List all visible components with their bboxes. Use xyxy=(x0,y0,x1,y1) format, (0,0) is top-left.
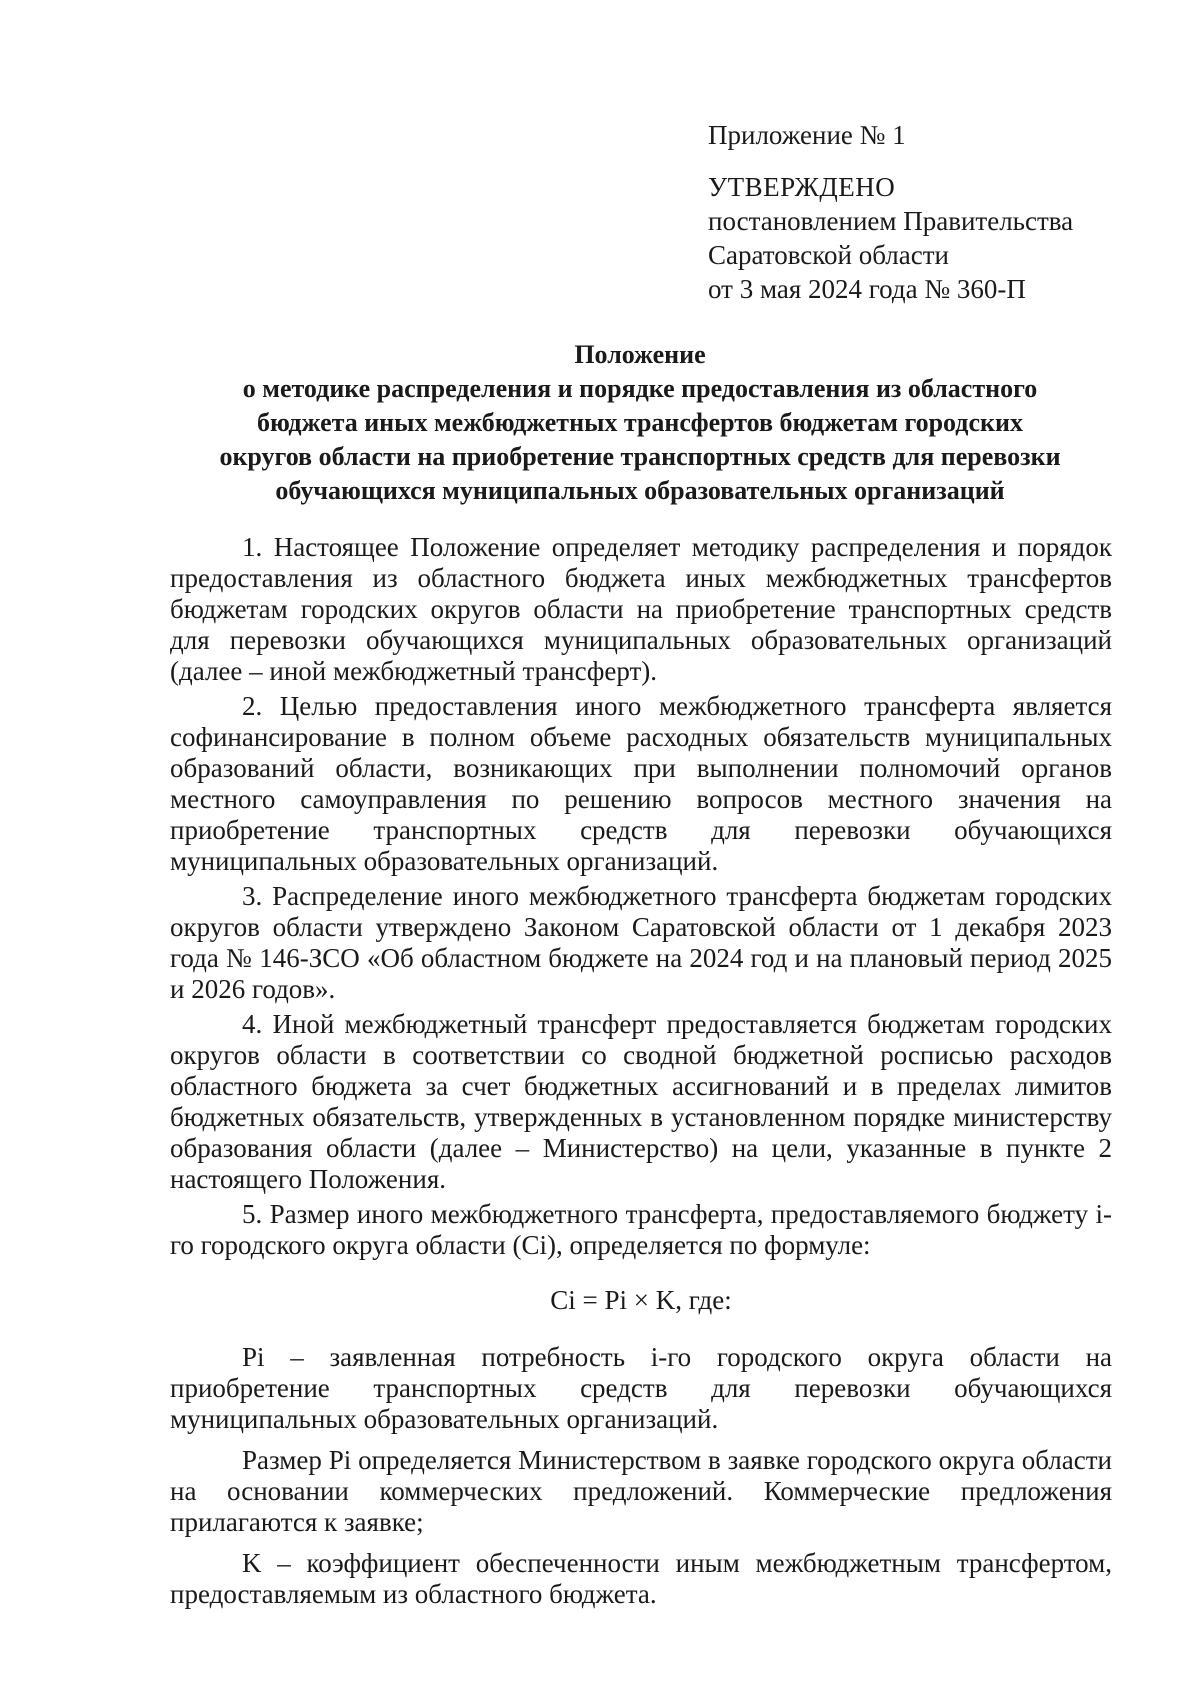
approved-date-line: от 3 мая 2024 года № 360-П xyxy=(708,274,1026,304)
formula: Ci = Pi × K, где: xyxy=(550,1285,732,1315)
paragraph-5: 5. Размер иного межбюджетного трансферта, предоставляемого бюджету i-го городского округа области (Ci), определяется по формуле: xyxy=(170,1199,1112,1260)
document-title xyxy=(160,338,1120,508)
approved-label: УТВЕРЖДЕНО xyxy=(708,172,896,202)
approved-region-line: Саратовской области xyxy=(708,240,949,270)
annex-number: Приложение № 1 xyxy=(708,120,906,150)
title-line-2: о методике распределения и порядке предоставления из областного xyxy=(242,374,1038,403)
title-line-5: обучающихся муниципальных образовательных организаций xyxy=(275,476,1005,505)
paragraph-2: 2. Целью предоставления иного межбюджетного трансферта является софинансирование в полном объеме расходных обязательств муниципальных образований области, возникающих при выполнении полномочий органов местного самоуправления по решению вопросов местного значения на приобретение транспортных средств для перевозки обучающихся муниципальных образовательных организаций. xyxy=(170,691,1112,876)
title-line-4: округов области на приобретение транспортных средств для перевозки xyxy=(219,442,1061,471)
approval-stamp-block xyxy=(708,118,1128,306)
paragraph-4: 4. Иной межбюджетный трансферт предоставляется бюджетам городских округов области в соответствии со сводной бюджетной росписью расходов областного бюджета за счет бюджетных ассигнований и в пределах лимитов бюджетных обязательств, утвержденных в установленном порядке министерству образования области (далее – Министерство) на цели, указанные в пункте 2 настоящего Положения. xyxy=(170,1009,1112,1194)
paragraph-3: 3. Распределение иного межбюджетного трансферта бюджетам городских округов области утверждено Законом Саратовской области от 1 декабря 2023 года № 146-ЗСО «Об областном бюджете на 2024 год и на плановый период 2025 и 2026 годов». xyxy=(170,881,1112,1004)
paragraph-1: 1. Настоящее Положение определяет методику распределения и порядок предоставления из областного бюджета иных межбюджетных трансфертов бюджетам городских округов области на приобретение транспортных средств для перевозки обучающихся муниципальных образовательных организаций (далее – иной межбюджетный трансферт). xyxy=(170,532,1112,686)
definition-pi: Pi – заявленная потребность i-го городского округа области на приобретение транспортных средств для перевозки обучающихся муниципальных образовательных организаций. xyxy=(170,1342,1112,1434)
title-line-3: бюджета иных межбюджетных трансфертов бюджетам городских xyxy=(257,408,1023,437)
title-line-1: Положение xyxy=(574,340,706,369)
document-body xyxy=(170,532,1112,1614)
definition-pi-size: Размер Pi определяется Министерством в заявке городского округа области на основании коммерческих предложений. Коммерческие предложения прилагаются к заявке; xyxy=(170,1445,1112,1537)
definition-k: K – коэффициент обеспеченности иным межбюджетным трансфертом, предоставляемым из областного бюджета. xyxy=(170,1548,1112,1609)
approved-by-line: постановлением Правительства xyxy=(708,206,1074,236)
